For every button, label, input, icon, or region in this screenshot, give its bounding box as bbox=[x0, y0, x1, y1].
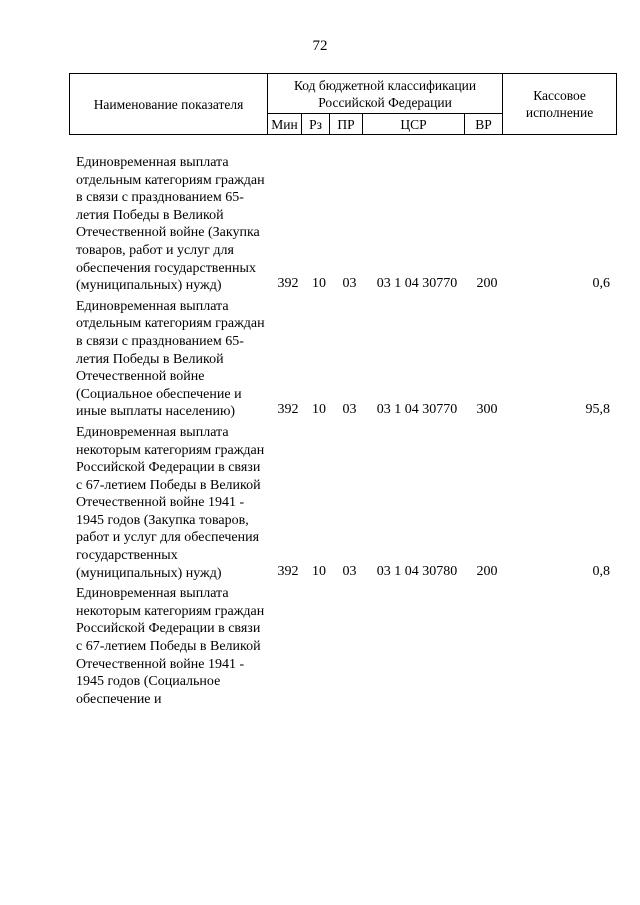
row-vr: 200 bbox=[476, 563, 498, 579]
row-name: Единовременная выплата отдельным категориям граждан в связи с празднованием 65-летия Победы в Великой Отечественной войне (Социальное обеспечение и иные выплаты населению) bbox=[76, 298, 265, 420]
header-rz: Рз bbox=[302, 114, 330, 135]
header-code-group: Код бюджетной классификации Российской Федерации bbox=[268, 74, 503, 114]
table-row bbox=[0, 424, 640, 582]
row-min: 392 bbox=[277, 402, 299, 418]
row-rz: 10 bbox=[312, 402, 326, 418]
table-row bbox=[0, 298, 640, 421]
row-pr: 03 bbox=[342, 276, 357, 292]
row-csr: 03 1 04 30770 bbox=[376, 402, 458, 418]
header-vr: ВР bbox=[465, 114, 503, 135]
row-execution: 0,6 bbox=[592, 276, 610, 292]
row-pr: 03 bbox=[342, 402, 357, 418]
table-header bbox=[69, 73, 617, 135]
header-name-column: Наименование показателя bbox=[70, 74, 268, 135]
page-number: 72 bbox=[312, 38, 328, 54]
header-execution-column: Кассовое исполнение bbox=[503, 74, 617, 135]
row-min: 392 bbox=[277, 276, 299, 292]
row-csr: 03 1 04 30770 bbox=[376, 276, 458, 292]
row-pr: 03 bbox=[342, 563, 357, 579]
row-execution: 0,8 bbox=[592, 563, 610, 579]
row-vr: 200 bbox=[476, 276, 498, 292]
row-rz: 10 bbox=[312, 276, 326, 292]
row-name: Единовременная выплата некоторым категориям граждан Российской Федерации в связи с 67-летием Победы в Великой Отечественной войне 1941 - 1945 годов (Социальное обеспечение и bbox=[76, 586, 265, 707]
row-min: 392 bbox=[277, 563, 299, 579]
table-row bbox=[0, 154, 640, 295]
row-name: Единовременная выплата отдельным категориям граждан в связи с празднованием 65-летия Победы в Великой Отечественной войне (Закупка товаров, работ и услуг для обеспечения государственных (муниципальных) нужд) bbox=[76, 155, 265, 294]
row-rz: 10 bbox=[312, 563, 326, 579]
header-min: Мин bbox=[268, 114, 302, 135]
row-csr: 03 1 04 30780 bbox=[376, 563, 458, 579]
header-csr: ЦСР bbox=[363, 114, 465, 135]
row-execution: 95,8 bbox=[585, 402, 610, 418]
row-name: Единовременная выплата некоторым категориям граждан Российской Федерации в связи с 67-летием Победы в Великой Отечественной войне 1941 - 1945 годов (Закупка товаров, работ и услуг для обеспечения государственных (муниципальных) нужд) bbox=[76, 424, 265, 581]
header-pr: ПР bbox=[330, 114, 363, 135]
row-vr: 300 bbox=[476, 402, 498, 418]
table-row bbox=[0, 585, 640, 708]
table-body bbox=[0, 154, 640, 708]
